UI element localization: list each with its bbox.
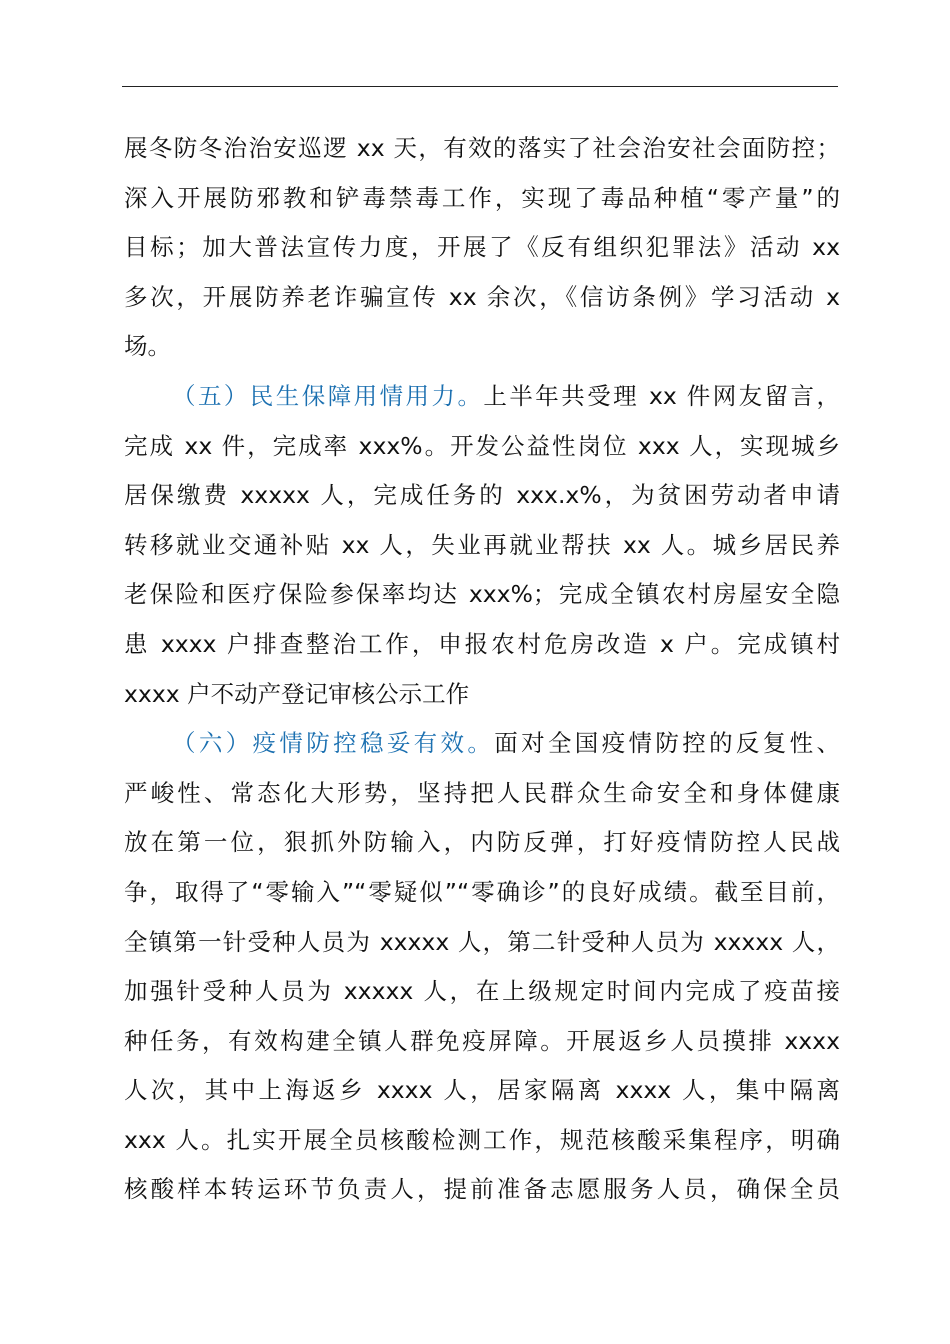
text-line: 争，取得了“零输入”“零疑似”“零确诊”的良好成绩。截至目前， xyxy=(124,877,840,906)
section-6-first-line xyxy=(124,719,840,769)
text-line: 放在第一位，狠抓外防输入，内防反弹，打好疫情防控人民战 xyxy=(124,828,840,857)
text-line: xxx 人。扎实开展全员核酸检测工作，规范核酸采集程序，明确 xyxy=(124,1125,840,1154)
section-5-first-line xyxy=(124,372,840,422)
section-5-heading: （五）民生保障用情用力。 xyxy=(172,381,484,410)
text-line: 场。 xyxy=(124,332,171,361)
section-5-first-line-text: 上半年共受理 xx 件网友留言， xyxy=(483,381,841,410)
section-6-heading: （六）疫情防控稳妥有效。 xyxy=(172,729,495,758)
text-line: 深入开展防邪教和铲毒禁毒工作，实现了毒品种植“零产量”的 xyxy=(124,183,840,212)
text-line: xxxx 户不动产登记审核公示工作 xyxy=(124,679,470,708)
text-line: 目标；加大普法宣传力度，开展了《反有组织犯罪法》活动 xx xyxy=(124,233,840,262)
text-line: 全镇第一针受种人员为 xxxxx 人，第二针受种人员为 xxxxx 人， xyxy=(124,927,840,956)
text-line: 多次，开展防养老诈骗宣传 xx 余次，《信访条例》学习活动 x xyxy=(124,282,840,311)
text-line: 人次，其中上海返乡 xxxx 人，居家隔离 xxxx 人，集中隔离 xyxy=(124,1076,840,1105)
paragraph-1 xyxy=(124,124,840,372)
text-line: 展冬防冬治治安巡逻 xx 天，有效的落实了社会治安社会面防控； xyxy=(124,134,840,162)
text-line: 完成 xx 件，完成率 xxx%。开发公益性岗位 xxx 人，实现城乡 xyxy=(124,431,840,460)
section-5-paragraph xyxy=(124,372,840,719)
text-line: 核酸样本转运环节负责人，提前准备志愿服务人员，确保全员 xyxy=(124,1175,840,1204)
text-line: 转移就业交通补贴 xx 人，失业再就业帮扶 xx 人。城乡居民养 xyxy=(124,530,840,559)
text-line: 严峻性、常态化大形势，坚持把人民群众生命安全和身体健康 xyxy=(124,778,840,807)
section-6-first-line-text: 面对全国疫情防控的反复性、 xyxy=(494,729,840,758)
text-line: 老保险和医疗保险参保率均达 xxx%；完成全镇农村房屋安全隐 xyxy=(124,580,840,609)
document-body xyxy=(124,124,840,1215)
text-line: 种任务，有效构建全镇人群免疫屏障。开展返乡人员摸排 xxxx xyxy=(124,1026,840,1055)
text-line: 患 xxxx 户排查整治工作，申报农村危房改造 x 户。完成镇村 xyxy=(124,629,840,658)
header-rule xyxy=(122,86,838,87)
text-line: 加强针受种人员为 xxxxx 人，在上级规定时间内完成了疫苗接 xyxy=(124,977,840,1006)
text-line: 居保缴费 xxxxx 人，完成任务的 xxx.x%，为贫困劳动者申请 xyxy=(124,481,840,510)
section-6-paragraph xyxy=(124,719,840,1215)
